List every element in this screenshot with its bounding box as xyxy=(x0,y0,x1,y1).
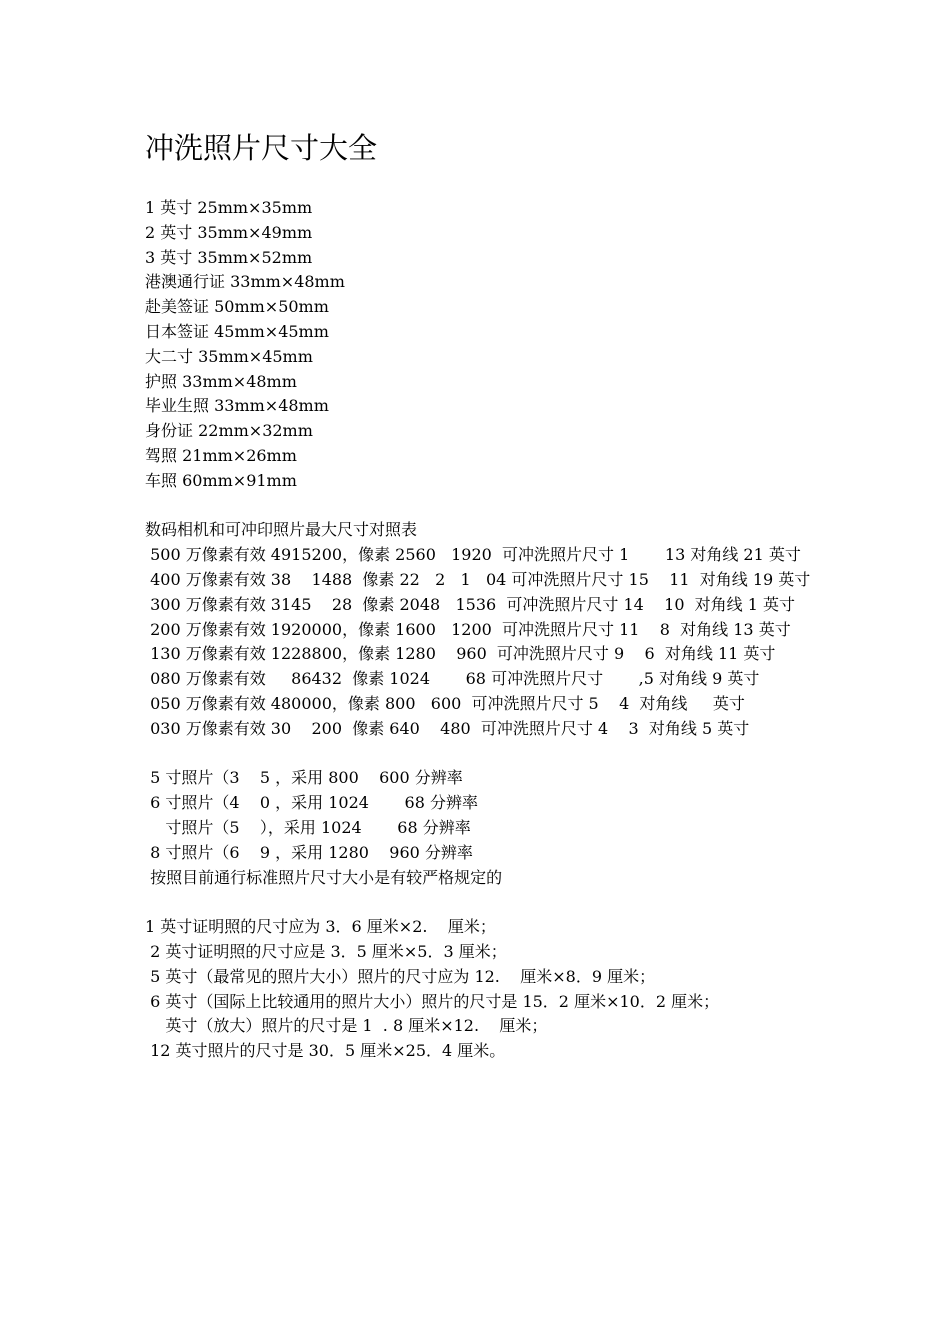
print-row: 按照目前通行标准照片尺寸大小是有较严格规定的 xyxy=(145,867,503,887)
print-section xyxy=(145,766,815,890)
standard-row: 2 英寸证明照的尺寸应是 3．5 厘米×5．3 厘米； xyxy=(145,941,507,961)
size-item: 日本签证 45mm×45mm xyxy=(145,321,329,341)
document-page xyxy=(145,128,815,1064)
size-item: 毕业生照 33mm×48mm xyxy=(145,396,329,416)
size-item: 3 英寸 35mm×52mm xyxy=(145,247,313,267)
size-item: 车照 60mm×91mm xyxy=(145,470,297,490)
size-item: 赴美签证 50mm×50mm xyxy=(145,297,329,317)
camera-row: 400 万像素有效 38 1488 像素 22 2 1 04 可冲洗照片尺寸 15 11 对角线 19 英寸 xyxy=(145,569,811,589)
camera-row: 030 万像素有效 30 200 像素 640 480 可冲洗照片尺寸 4 3 对角线 5 英寸 xyxy=(145,718,750,738)
print-row: 6 寸照片（4 0 ，采用 1024 68 分辨率 xyxy=(145,793,478,813)
camera-row: 050 万像素有效 480000，像素 800 600 可冲洗照片尺寸 5 4 对角线 英寸 xyxy=(145,693,745,713)
size-item: 2 英寸 35mm×49mm xyxy=(145,222,313,242)
size-item: 港澳通行证 33mm×48mm xyxy=(145,272,345,292)
spacer xyxy=(145,890,815,915)
camera-row: 500 万像素有效 4915200，像素 2560 1920 可冲洗照片尺寸 1 13 对角线 21 英寸 xyxy=(145,545,801,565)
camera-row: 080 万像素有效 86432 像素 1024 68 可冲洗照片尺寸 ,5 对角线 9 英寸 xyxy=(145,669,760,689)
page-title: 冲洗照片尺寸大全 xyxy=(145,131,378,165)
print-row: 寸照片（5 ），采用 1024 68 分辨率 xyxy=(145,817,471,837)
spacer xyxy=(145,494,815,519)
camera-row: 300 万像素有效 3145 28 像素 2048 1536 可冲洗照片尺寸 14 10 对角线 1 英寸 xyxy=(145,594,796,614)
standard-row: 5 英寸（最常见的照片大小）照片的尺寸应为 12. 厘米×8．9 厘米； xyxy=(145,966,656,986)
size-item: 1 英寸 25mm×35mm xyxy=(145,198,313,217)
standard-row: 英寸（放大）照片的尺寸是 1 . 8 厘米×12. 厘米； xyxy=(145,1016,548,1036)
camera-row: 200 万像素有效 1920000，像素 1600 1200 可冲洗照片尺寸 11 8 对角线 13 英寸 xyxy=(145,619,791,639)
size-list xyxy=(145,196,815,494)
size-item: 大二寸 35mm×45mm xyxy=(145,346,313,366)
size-item: 驾照 21mm×26mm xyxy=(145,445,297,465)
print-row: 8 寸照片（6 9 ，采用 1280 960 分辨率 xyxy=(145,842,473,862)
standard-row: 1 英寸证明照的尺寸应为 3．6 厘米×2. 厘米； xyxy=(145,917,496,937)
spacer xyxy=(145,742,815,767)
print-row: 5 寸照片（3 5 ，采用 800 600 分辨率 xyxy=(145,768,463,788)
size-item: 护照 33mm×48mm xyxy=(145,371,297,391)
size-item: 身份证 22mm×32mm xyxy=(145,421,313,441)
standard-section xyxy=(145,915,815,1064)
standard-row: 6 英寸（国际上比较通用的照片大小）照片的尺寸是 15．2 厘米×10．2 厘米； xyxy=(145,991,720,1011)
standard-row: 12 英寸照片的尺寸是 30．5 厘米×25．4 厘米。 xyxy=(145,1041,506,1061)
camera-section xyxy=(145,518,815,741)
camera-row: 130 万像素有效 1228800，像素 1280 960 可冲洗照片尺寸 9 6 对角线 11 英寸 xyxy=(145,644,776,664)
section-heading: 数码相机和可冲印照片最大尺寸对照表 xyxy=(145,520,418,540)
